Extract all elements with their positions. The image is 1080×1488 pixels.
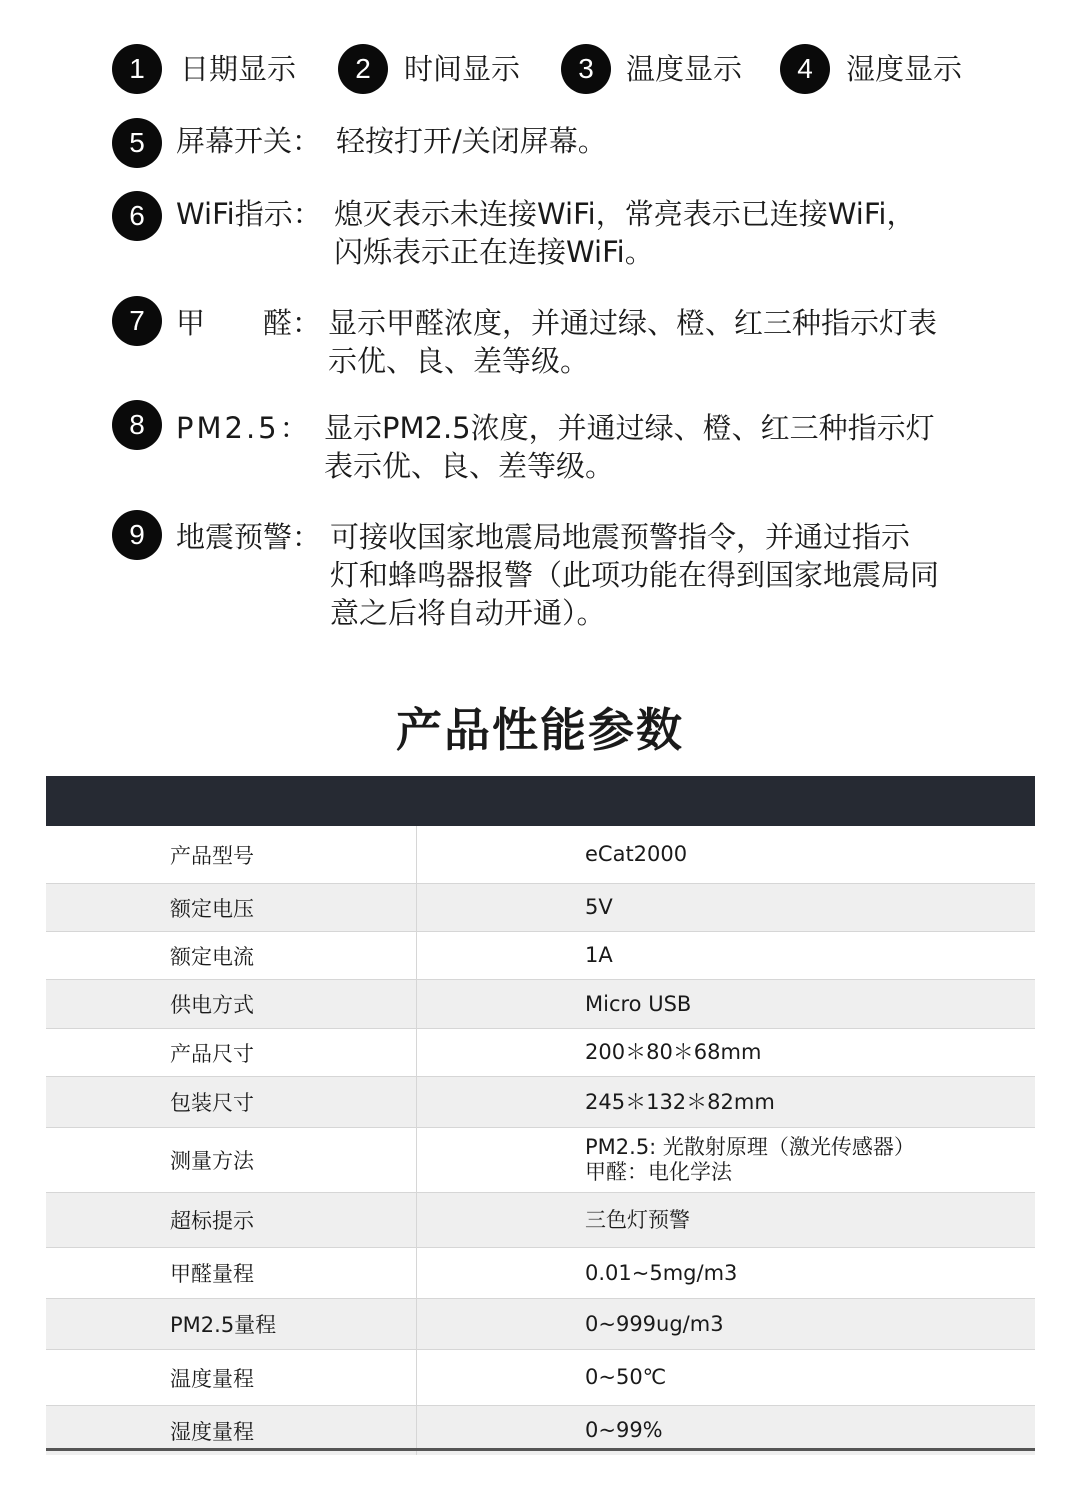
description-line: 意之后将自动开通）。 — [330, 596, 606, 630]
spec-value — [416, 1248, 1035, 1298]
spec-value-line: 0.01~5mg/m3 — [585, 1260, 738, 1285]
spec-value — [416, 826, 1035, 883]
spec-value-line: 三色灯预警 — [585, 1207, 690, 1232]
spec-value — [416, 1350, 1035, 1405]
table-bottom-border — [46, 1448, 1035, 1451]
feature-label-humidity: 湿度显示 — [846, 52, 963, 86]
description-line: 闪烁表示正在连接WiFi。 — [334, 235, 654, 269]
spec-value — [416, 1128, 1035, 1192]
number-badge-2: 2 — [338, 44, 388, 94]
number-badge-9: 9 — [112, 510, 162, 560]
spec-value-line: 1A — [585, 943, 613, 967]
spec-value — [416, 1193, 1035, 1247]
spec-key: 额定电流 — [170, 944, 254, 969]
table-row — [46, 884, 1035, 932]
feature-label: 甲 醛： — [176, 306, 322, 340]
description-line: 显示PM2.5浓度，并通过绿、橙、红三种指示灯 — [324, 411, 935, 445]
description-line: 示优、良、差等级。 — [328, 344, 590, 378]
table-row — [46, 932, 1035, 980]
feature-label-date: 日期显示 — [180, 52, 297, 86]
table-row — [46, 980, 1035, 1029]
feature-description — [330, 518, 939, 632]
number-badge-8: 8 — [112, 400, 162, 450]
spec-key: 包装尺寸 — [170, 1091, 254, 1115]
spec-value — [416, 980, 1035, 1028]
feature-description — [324, 409, 935, 485]
spec-key: 额定电压 — [170, 896, 254, 921]
spec-table — [46, 826, 1035, 1455]
feature-item-formaldehyde — [112, 296, 1012, 386]
spec-value — [416, 884, 1035, 931]
table-row — [46, 1029, 1035, 1077]
spec-key: PM2.5量程 — [170, 1313, 277, 1337]
spec-value — [416, 1299, 1035, 1349]
feature-label: WiFi指示： — [176, 197, 322, 231]
spec-value-line: 0~999ug/m3 — [585, 1311, 724, 1336]
feature-item-earthquake-warning — [112, 510, 1012, 640]
spec-value-line: 200＊80＊68mm — [585, 1040, 762, 1064]
feature-description — [334, 195, 915, 271]
spec-key: 湿度量程 — [170, 1419, 254, 1444]
description-line: 熄灭表示未连接WiFi，常亮表示已连接WiFi， — [334, 197, 916, 231]
number-badge-3: 3 — [561, 44, 611, 94]
spec-key: 甲醛量程 — [170, 1262, 254, 1286]
description-line: 灯和蜂鸣器报警（此项功能在得到国家地震局同 — [330, 558, 940, 592]
spec-value-line: 甲醛：电化学法 — [585, 1160, 732, 1184]
spec-value — [416, 932, 1035, 979]
spec-key: 产品型号 — [170, 843, 254, 868]
number-badge-5: 5 — [112, 118, 162, 168]
spec-value-line: 0~99% — [585, 1418, 663, 1442]
number-badge-6: 6 — [112, 191, 162, 241]
spec-value-line: 0~50℃ — [585, 1365, 667, 1389]
spec-key: 超标提示 — [170, 1209, 254, 1233]
spec-value-line: Micro USB — [585, 991, 692, 1016]
spec-value-line: PM2.5: 光散射原理（激光传感器） — [585, 1135, 915, 1159]
spec-value-line: 5V — [585, 895, 613, 919]
spec-key: 供电方式 — [170, 993, 254, 1017]
table-row — [46, 1248, 1035, 1299]
spec-value — [416, 1029, 1035, 1076]
spec-value-line: 245＊132＊82mm — [585, 1089, 775, 1114]
section-title: 产品性能参数 — [396, 703, 684, 757]
spec-value-line: eCat2000 — [585, 842, 688, 866]
description-line: 可接收国家地震局地震预警指令，并通过指示 — [330, 520, 911, 554]
feature-label: 地震预警： — [176, 520, 322, 554]
spec-table-header-bar — [46, 776, 1035, 826]
feature-label: PM2.5： — [176, 411, 312, 445]
feature-description — [328, 304, 937, 380]
feature-item-wifi — [112, 191, 1012, 271]
number-badge-1: 1 — [112, 44, 162, 94]
feature-item-screen-switch — [112, 118, 1012, 168]
table-row — [46, 826, 1035, 884]
feature-label: 屏幕开关： — [176, 124, 322, 158]
description-line: 表示优、良、差等级。 — [324, 449, 615, 483]
spec-key: 测量方法 — [170, 1149, 254, 1173]
table-row — [46, 1193, 1035, 1248]
spec-key: 产品尺寸 — [170, 1041, 254, 1066]
spec-value — [416, 1077, 1035, 1127]
spec-key: 温度量程 — [170, 1366, 254, 1391]
table-row — [46, 1077, 1035, 1128]
number-badge-7: 7 — [112, 296, 162, 346]
number-badge-4: 4 — [780, 44, 830, 94]
table-row — [46, 1128, 1035, 1193]
feature-description — [336, 122, 607, 160]
table-row — [46, 1350, 1035, 1406]
table-row — [46, 1299, 1035, 1350]
description-line: 显示甲醛浓度，并通过绿、橙、红三种指示灯表 — [328, 306, 938, 340]
description-line: 轻按打开/关闭屏幕。 — [336, 124, 607, 158]
feature-label-time: 时间显示 — [404, 52, 521, 86]
feature-label-temperature: 温度显示 — [626, 52, 743, 86]
feature-item-pm25 — [112, 400, 1012, 490]
